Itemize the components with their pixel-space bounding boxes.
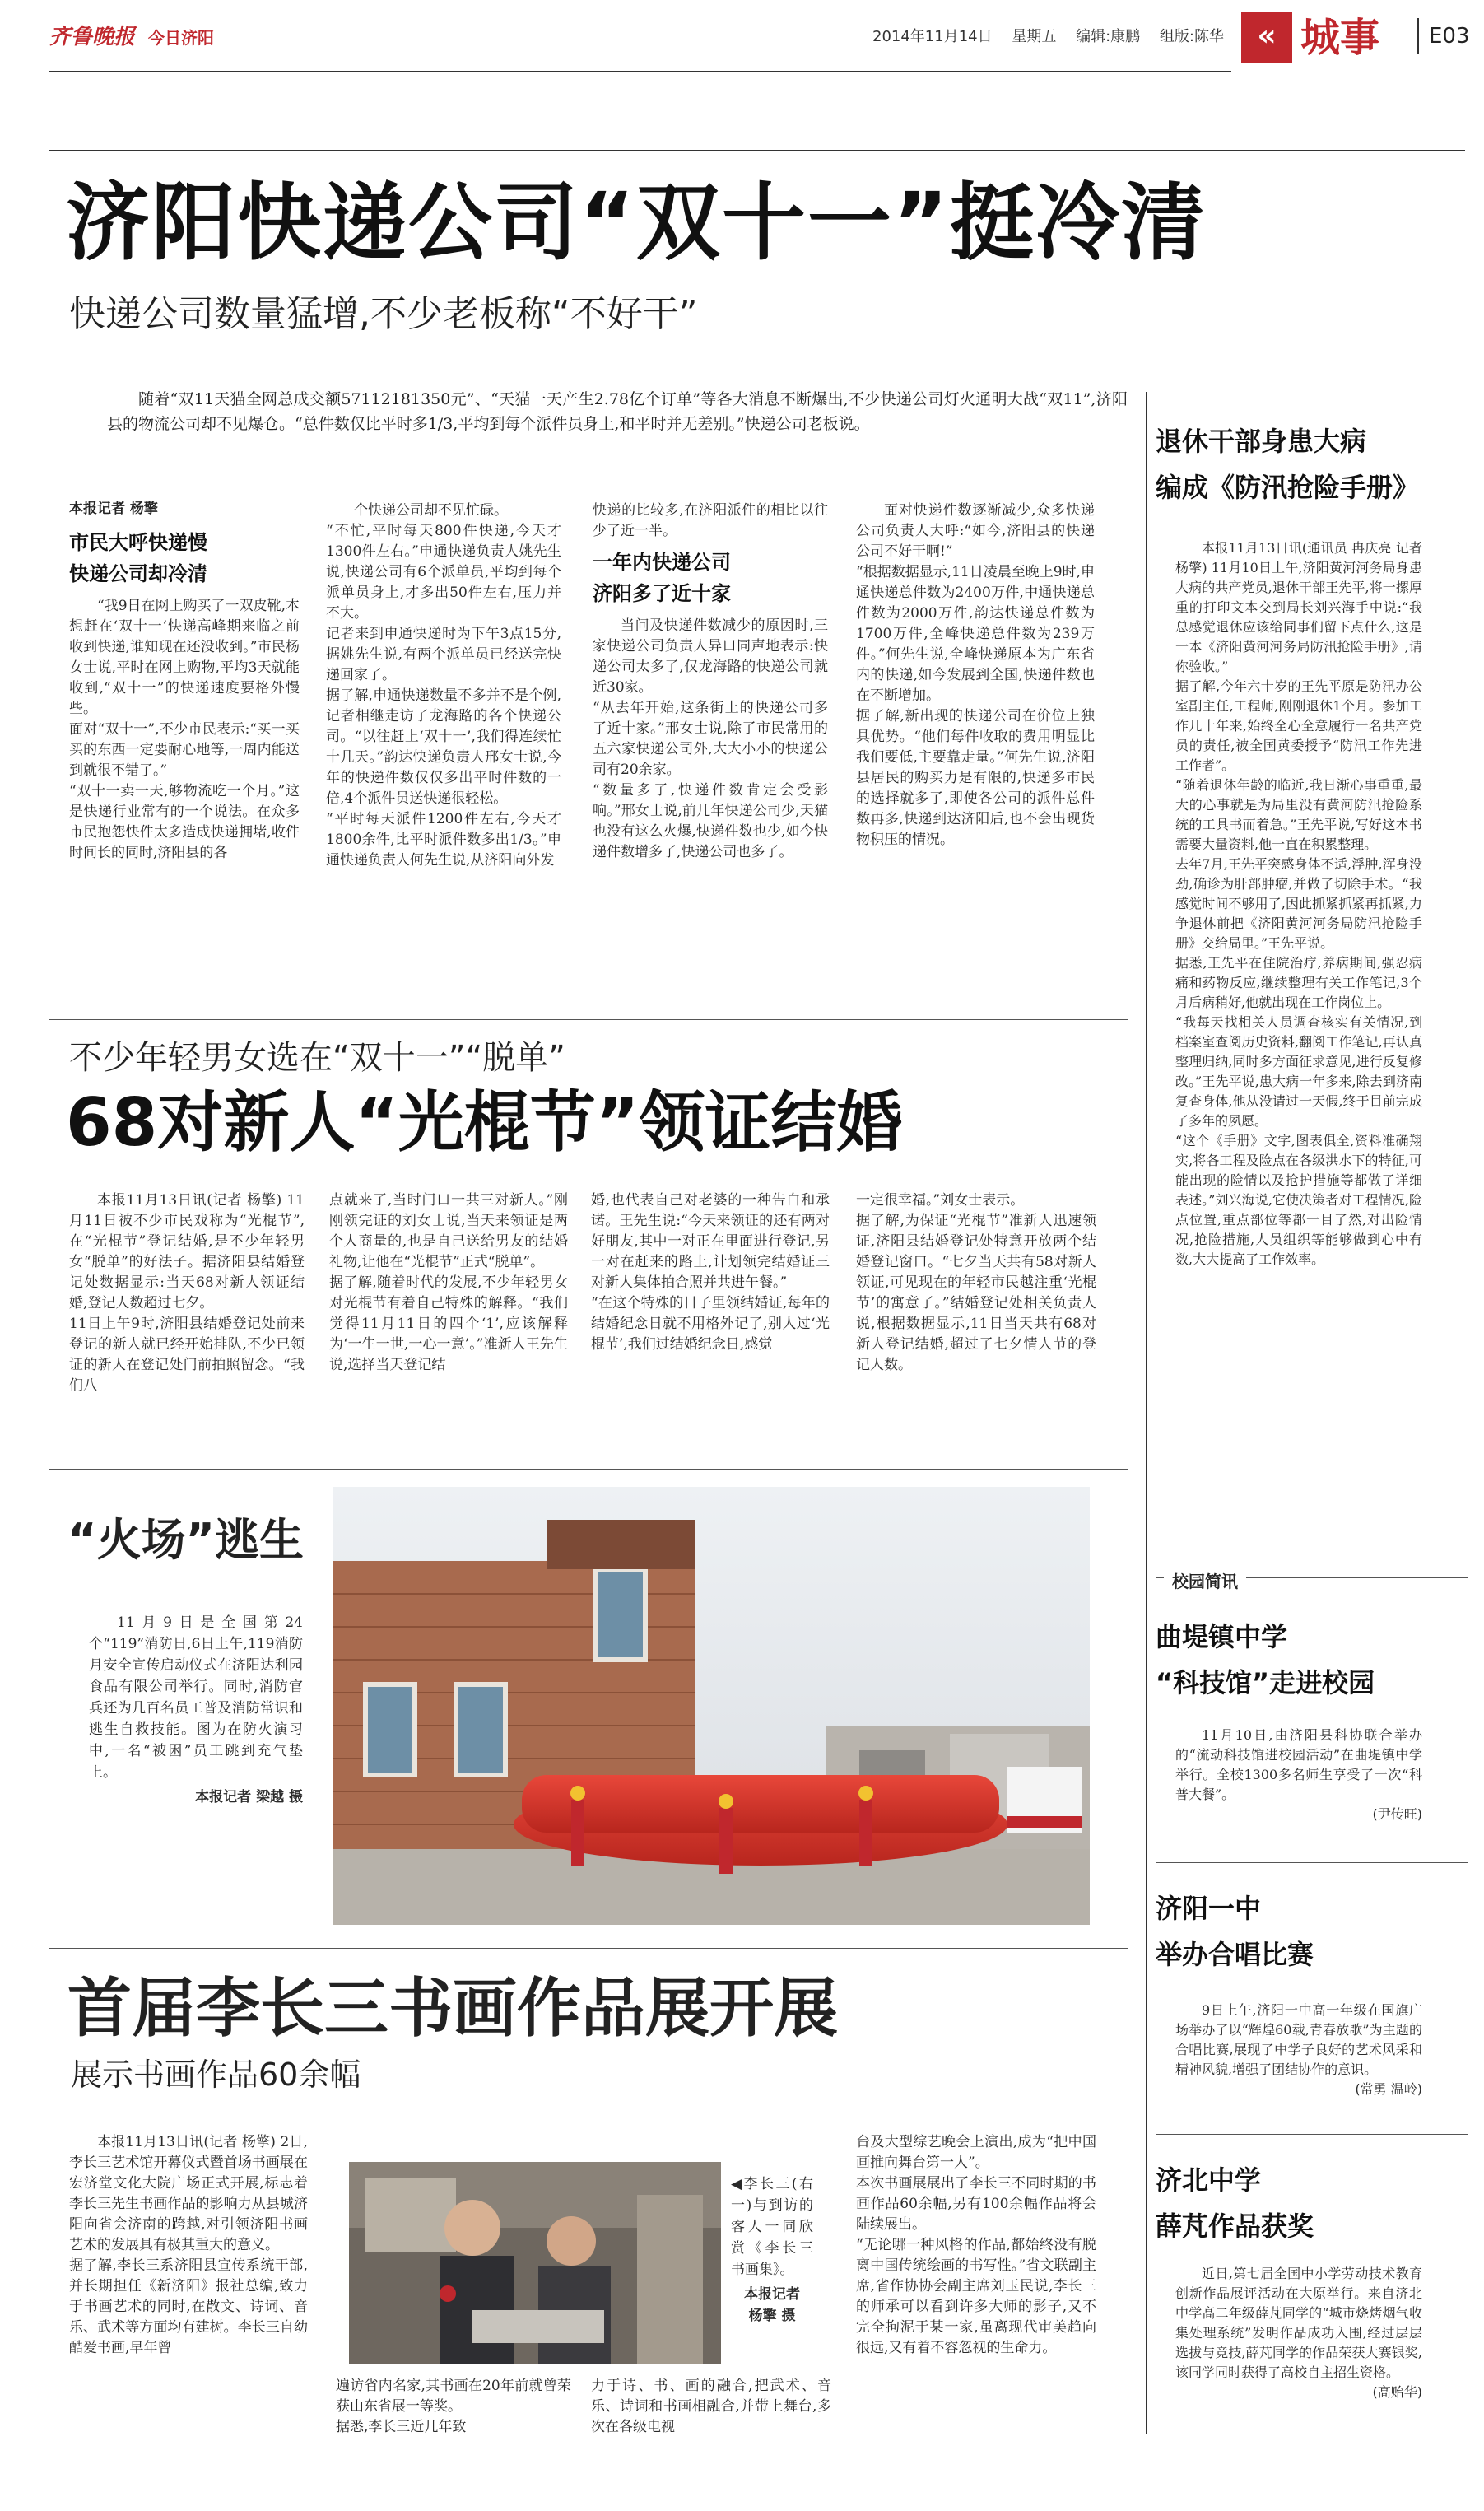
story2-bottom-rule bbox=[49, 1469, 1128, 1470]
exhibition-credit: 本报记者 杨擎 摄 bbox=[744, 2286, 800, 2324]
exhibition-caption-text: ◀李长三(右一)与到访的客人一同欣赏《李长三书画集》。 bbox=[731, 2176, 813, 2278]
side-story-2-title: 曲堤镇中学 “科技馆”走进校园 bbox=[1156, 1621, 1375, 1698]
side-column-divider bbox=[1146, 392, 1147, 2434]
side-story-2-credit: (尹传旺) bbox=[1372, 1806, 1422, 1822]
story1-column-3 bbox=[593, 501, 828, 863]
exhibition-image bbox=[349, 2162, 721, 2364]
fire-drill-caption bbox=[89, 1612, 303, 1808]
story1-subhead-2: 一年内快递公司 济阳多了近十家 bbox=[593, 551, 731, 605]
side-story-3-credit: (常勇 温岭) bbox=[1355, 2081, 1422, 2097]
page-number: E03 bbox=[1417, 18, 1470, 54]
story1-bottom-rule bbox=[49, 1019, 1128, 1020]
story1-col3-top: 快递的比较多,在济阳派件的相比以往少了近一半。 bbox=[593, 502, 828, 539]
story3-column-2: 遍访省内名家,其书画在20年前就曾荣获山东省展一等奖。 据悉,李长三近几年致 bbox=[336, 2378, 571, 2435]
side-story-3-body: 9日上午,济阳一中高一年级在国旗广场举办了以“辉煌60载,青春放歌”为主题的合唱比赛,展现了中学子良好的艺术风采和精神风貌,增强了团结协作的意识。 bbox=[1175, 2002, 1422, 2077]
fire-drill-caption-text: 11月9日是全国第24个“119”消防日,6日上午,119消防月安全宣传启动仪式在济阳达利园食品有限公司举行。同时,消防官兵还为几百名员工普及消防常识和逃生自救技能。图为在防火演习中,一名“被困”员工跳到充气垫上。 bbox=[89, 1614, 303, 1781]
issue-date: 2014年11月14日 bbox=[872, 28, 993, 45]
story1-intro: 随着“双11天猫全网总成交额57112181350元”、“天猫一天产生2.78亿个订单”等各大消息不断爆出,不少快递公司灯火通明大战“双11”,济阳县的物流公司却不见爆仓。“总件数仅比平时多1/3,平均到每个派件员身上,和平时并无差别。”快递公司老板说。 bbox=[107, 390, 1128, 433]
exhibition-photo bbox=[349, 2162, 721, 2364]
layout-credit: 组版:陈华 bbox=[1159, 28, 1224, 45]
campus-news-label: 校园简讯 bbox=[1164, 1567, 1246, 1594]
story1-column-2: 个快递公司却不见忙碌。 “不忙,平时每天800件快递,今天才1300件左右。”申通快递负责人姚先生说,快递公司有6个派单员,平均到每个派单员身上,才多出50件左右,压力并不大。 记者来到申通快递时为下午3点15分,据姚先生说,有两个派单员已经送完快递回家了。 据了解,申通快递数量不多并不是个例,记者相继走访了龙海路的各个快递公司。“以往赶上‘双十一’,我们得连续忙十几天。”韵达快递负责人邢女士说,今年的快递件数仅仅多出平时件数的一倍,4个派件员送快递很轻松。 “平时每天派件1200件左右,今天才1800余件,比平时派件数多出1/3。”申通快递负责人何先生说,从济阳向外发 bbox=[326, 502, 561, 869]
story1-col1-text: “我9日在网上购买了一双皮靴,本想赶在‘双十一’快递高峰期来临之前收到快递,谁知现在还没收到。”市民杨女士说,平时在网上购物,平均3天就能收到,“双十一”的快递速度要格外慢些。 面对“双十一”,不少市民表示:“买一买买的东西一定要耐心地等,一周内能送到就很不错了。” “双十一卖一天,够物流吃一个月。”这是快递行业常有的一个说法。在众多市民抱怨快件太多造成快递拥堵,收件时间长的同时,济阳县的各 bbox=[69, 598, 300, 861]
story2-column-4: 一定很幸福。”刘女士表示。 据了解,为保证“光棍节”准新人迅速领证,济阳县结婚登记处特意开放两个结婚登记窗口。“七夕当天共有58对新人领证,可见现在的年轻市民越注重‘光棍节’的寓意了。”结婚登记处相关负责人说,根据数据显示,11日当天共有68对新人登记结婚,超过了七夕情人节的登记人数。 bbox=[856, 1192, 1096, 1373]
side-story-1-title: 退休干部身患大病 编成《防汛抢险手册》 bbox=[1156, 426, 1420, 503]
header-info bbox=[872, 25, 1239, 46]
story3-column-1: 本报11月13日讯(记者 杨擎) 2日,李长三艺术馆开幕仪式暨首场书画展在宏济堂文化大院广场正式开展,标志着李长三先生书画作品的影响力从县城济阳向省会济南的跨越,对引领济阳书画艺术的发展具有极其重大的意义。 据了解,李长三系济阳县宣传系统干部,并长期担任《新济阳》报社总编,致力于书画艺术的同时,在散文、诗词、音乐、武术等方面均有建树。李长三自幼酷爱书画,早年曾 bbox=[69, 2134, 308, 2356]
story3-headline: 首届李长三书画作品展开展 bbox=[67, 1972, 839, 2046]
fire-drill-photo bbox=[333, 1487, 1090, 1925]
exhibition-caption bbox=[731, 2173, 813, 2327]
story2-kicker: 不少年轻男女选在“双十一”“脱单” bbox=[69, 1039, 565, 1077]
side-story-3 bbox=[1175, 2001, 1422, 2099]
story1-col3-text: 当问及快递件数减少的原因时,三家快递公司负责人异口同声地表示:快递公司太多了,仅龙海路的快递公司就近30家。 “从去年开始,这条街上的快递公司多了近十家。”邢女士说,除了市民常用的五六家快递公司外,大大小小的快递公司有20余家。 “数量多了,快递件数肯定会受影响。”邢女士说,前几年快递公司少,天猫也没有这么火爆,快递件数也少,如今快递件数增多了,快递公司也多了。 bbox=[593, 617, 828, 860]
fire-bottom-rule bbox=[49, 1948, 1128, 1949]
side-rule-2 bbox=[1156, 1862, 1468, 1863]
story3-column-4: 台及大型综艺晚会上演出,成为“把中国画推向舞台第一人”。 本次书画展展出了李长三不同时期的书画作品60余幅,另有100余幅作品将会陆续展出。 “无论哪一种风格的作品,都始终没有脱离中国传统绘画的书写性。”省文联副主席,省作协协会副主席刘玉民说,李长三的师承可以看到许多大师的影子,又不完全拘泥于某一家,虽离现代审美趋向很远,又有着不容忽视的生命力。 bbox=[856, 2134, 1096, 2356]
masthead-logo: 齐鲁晚报 bbox=[49, 25, 136, 49]
side-story-4-credit: (高贻华) bbox=[1372, 2384, 1422, 2400]
issue-weekday: 星期五 bbox=[1012, 28, 1057, 45]
story1-byline: 本报记者 杨擎 bbox=[69, 501, 158, 517]
side-story-2-body: 11月10日,由济阳县科协联合举办的“流动科技馆进校园活动”在曲堤镇中学举行。全校1300多名师生享受了一次“科普大餐”。 bbox=[1175, 1727, 1422, 1802]
story1-subhead-1: 市民大呼快递慢 快递公司却冷清 bbox=[69, 531, 207, 585]
side-rule-3 bbox=[1156, 2134, 1468, 2135]
story1-column-1 bbox=[69, 497, 300, 864]
fire-drill-title: “火场”逃生 bbox=[67, 1514, 304, 1566]
story1-subheadline: 快递公司数量猛增,不少老板称“不好干” bbox=[69, 293, 698, 335]
side-story-3-title: 济阳一中 举办合唱比赛 bbox=[1156, 1893, 1314, 1970]
story1-column-4: 面对快递件数逐渐减少,众多快递公司负责人大呼:“如今,济阳县的快递公司不好干啊!” “根据数据显示,11日凌晨至晚上9时,申通快递总件数为2400万件,中通快递总件数为2000万件,韵达快递总件数为1700万件,全峰快递总件数为239万件。”何先生说,全峰快递原本为广东省内的快递,如今发展到全国,快递件数也在不断增加。 据了解,新出现的快递公司在价位上独具优势。“他们每件收取的费用明显比我们要低,主要靠走量。”何先生说,济阳县居民的购买力是有限的,快递多市民的选择就多了,即使各公司的派件总件数再多,快递到达济阳后,也不会出现货物积压的情况。 bbox=[856, 502, 1095, 848]
top-rule bbox=[49, 150, 1465, 151]
story2-headline: 68对新人“光棍节”领证结婚 bbox=[66, 1084, 903, 1161]
section-name: 城事 bbox=[1300, 15, 1380, 61]
chevron-left-icon: « bbox=[1241, 12, 1292, 63]
story2-column-3: 婚,也代表自己对老婆的一种告白和承诺。王先生说:“今天来领证的还有两对好朋友,其中一对正在里面进行登记,另一对在赶来的路上,计划领完结婚证三对新人集体拍合照并共进午餐。” “在这个特殊的日子里领结婚证,每年的结婚纪念日就不用格外记了,别人过‘光棍节’,我们过结婚纪念日,感觉 bbox=[591, 1192, 830, 1353]
fire-drill-image bbox=[333, 1487, 1090, 1925]
edition-name: 今日济阳 bbox=[148, 28, 214, 48]
story1-headline: 济阳快递公司“双十一”挺冷清 bbox=[66, 175, 1207, 273]
side-story-4-title: 济北中学 薛芃作品获奖 bbox=[1156, 2164, 1314, 2242]
fire-drill-credit: 本报记者 梁越 摄 bbox=[195, 1789, 303, 1805]
side-story-2 bbox=[1175, 1726, 1422, 1824]
side-story-4-body: 近日,第七届全国中小学劳动技术教育创新作品展评活动在大原举行。来自济北中学高二年级薛芃同学的“城市烧烤烟气收集处理系统”发明作品成功入围,经过层层选拔与竞技,薛芃同学的作品荣获大赛银奖,该同学同时获得了高校自主招生资格。 bbox=[1175, 2266, 1422, 2380]
story2-column-2: 点就来了,当时门口一共三对新人。”刚刚领完证的刘女士说,当天来领证是两个人商量的,也是自己送给男友的结婚礼物,让他在“光棍节”正式“脱单”。 据了解,随着时代的发展,不少年轻男女对光棍节有着自己特殊的解释。“我们觉得11月11日的四个‘1’,应该解释为‘一生一世,一心一意’。”准新人王先生说,选择当天登记结 bbox=[329, 1192, 568, 1373]
editor-credit: 编辑:康鹏 bbox=[1076, 28, 1141, 45]
story3-subheadline: 展示书画作品60余幅 bbox=[71, 2057, 361, 2093]
side-story-4 bbox=[1175, 2264, 1422, 2402]
side-story-1-body: 本报11月13日讯(通讯员 冉庆亮 记者 杨擎) 11月10日上午,济阳黄河河务局身患大病的共产党员,退休干部王先平,将一摞厚重的打印文本交到局长刘兴海手中说:“我总感觉退休应该给同事们留下点什么,这是一本《济阳黄河河务局防汛抢险手册》,请你验收。” 据了解,今年六十岁的王先平原是防汛办公室副主任,工程师,刚刚退休1个月。参加工作几十年来,始终全心全意履行一名共产党员的责任,被全国黄委授予“防汛工作先进工作者”。 “随着退休年龄的临近,我日渐心事重重,最大的心事就是为局里没有黄河防汛抢险系统的工具书而着急。”王先平说,写好这本书需要大量资料,他一直在积累整理。 去年7月,王先平突感身体不适,浮肿,浑身没劲,确诊为肝部肿瘤,并做了切除手术。“我感觉时间不够用了,因此抓紧抓紧再抓紧,力争退休前把《济阳黄河河务局防汛抢险手册》交给局里。”王先平说。 据悉,王先平在住院治疗,养病期间,强忍病痛和药物反应,继续整理有关工作笔记,3个月后病稍好,他就出现在工作岗位上。 “我每天找相关人员调查核实有关情况,到档案室查阅历史资料,翻阅工作笔记,再认真整理归纳,同时多方面征求意见,进行反复修改。”王先平说,患大病一年多来,除去到济南复查身体,他从没请过一天假,终于目前完成了多年的夙愿。 “这个《手册》文字,图表俱全,资料准确翔实,将各工程及险点在各级洪水下的特征,可能出现的险情以及抢护措施等都做了详细表述。”刘兴海说,它使决策者对工程情况,险点位置,重点部位等都一目了然,对出险情况,抢险措施,人员组织等能够做到心中有数,大大提高了工作效率。 bbox=[1175, 540, 1422, 1267]
header-rule bbox=[49, 71, 1231, 72]
story2-column-1: 本报11月13日讯(记者 杨擎) 11月11日被不少市民戏称为“光棍节”,在“光棍节”登记结婚,是不少年轻男女“脱单”的好法子。据济阳县结婚登记处数据显示:当天68对新人领证结婚,登记人数超过七夕。 11日上午9时,济阳县结婚登记处前来登记的新人就已经开始排队,不少已领证的新人在登记处门前拍照留念。“我们八 bbox=[69, 1192, 305, 1394]
story3-column-3: 力于诗、书、画的融合,把武术、音乐、诗词和书画相融合,并带上舞台,多次在各级电视 bbox=[591, 2378, 831, 2435]
